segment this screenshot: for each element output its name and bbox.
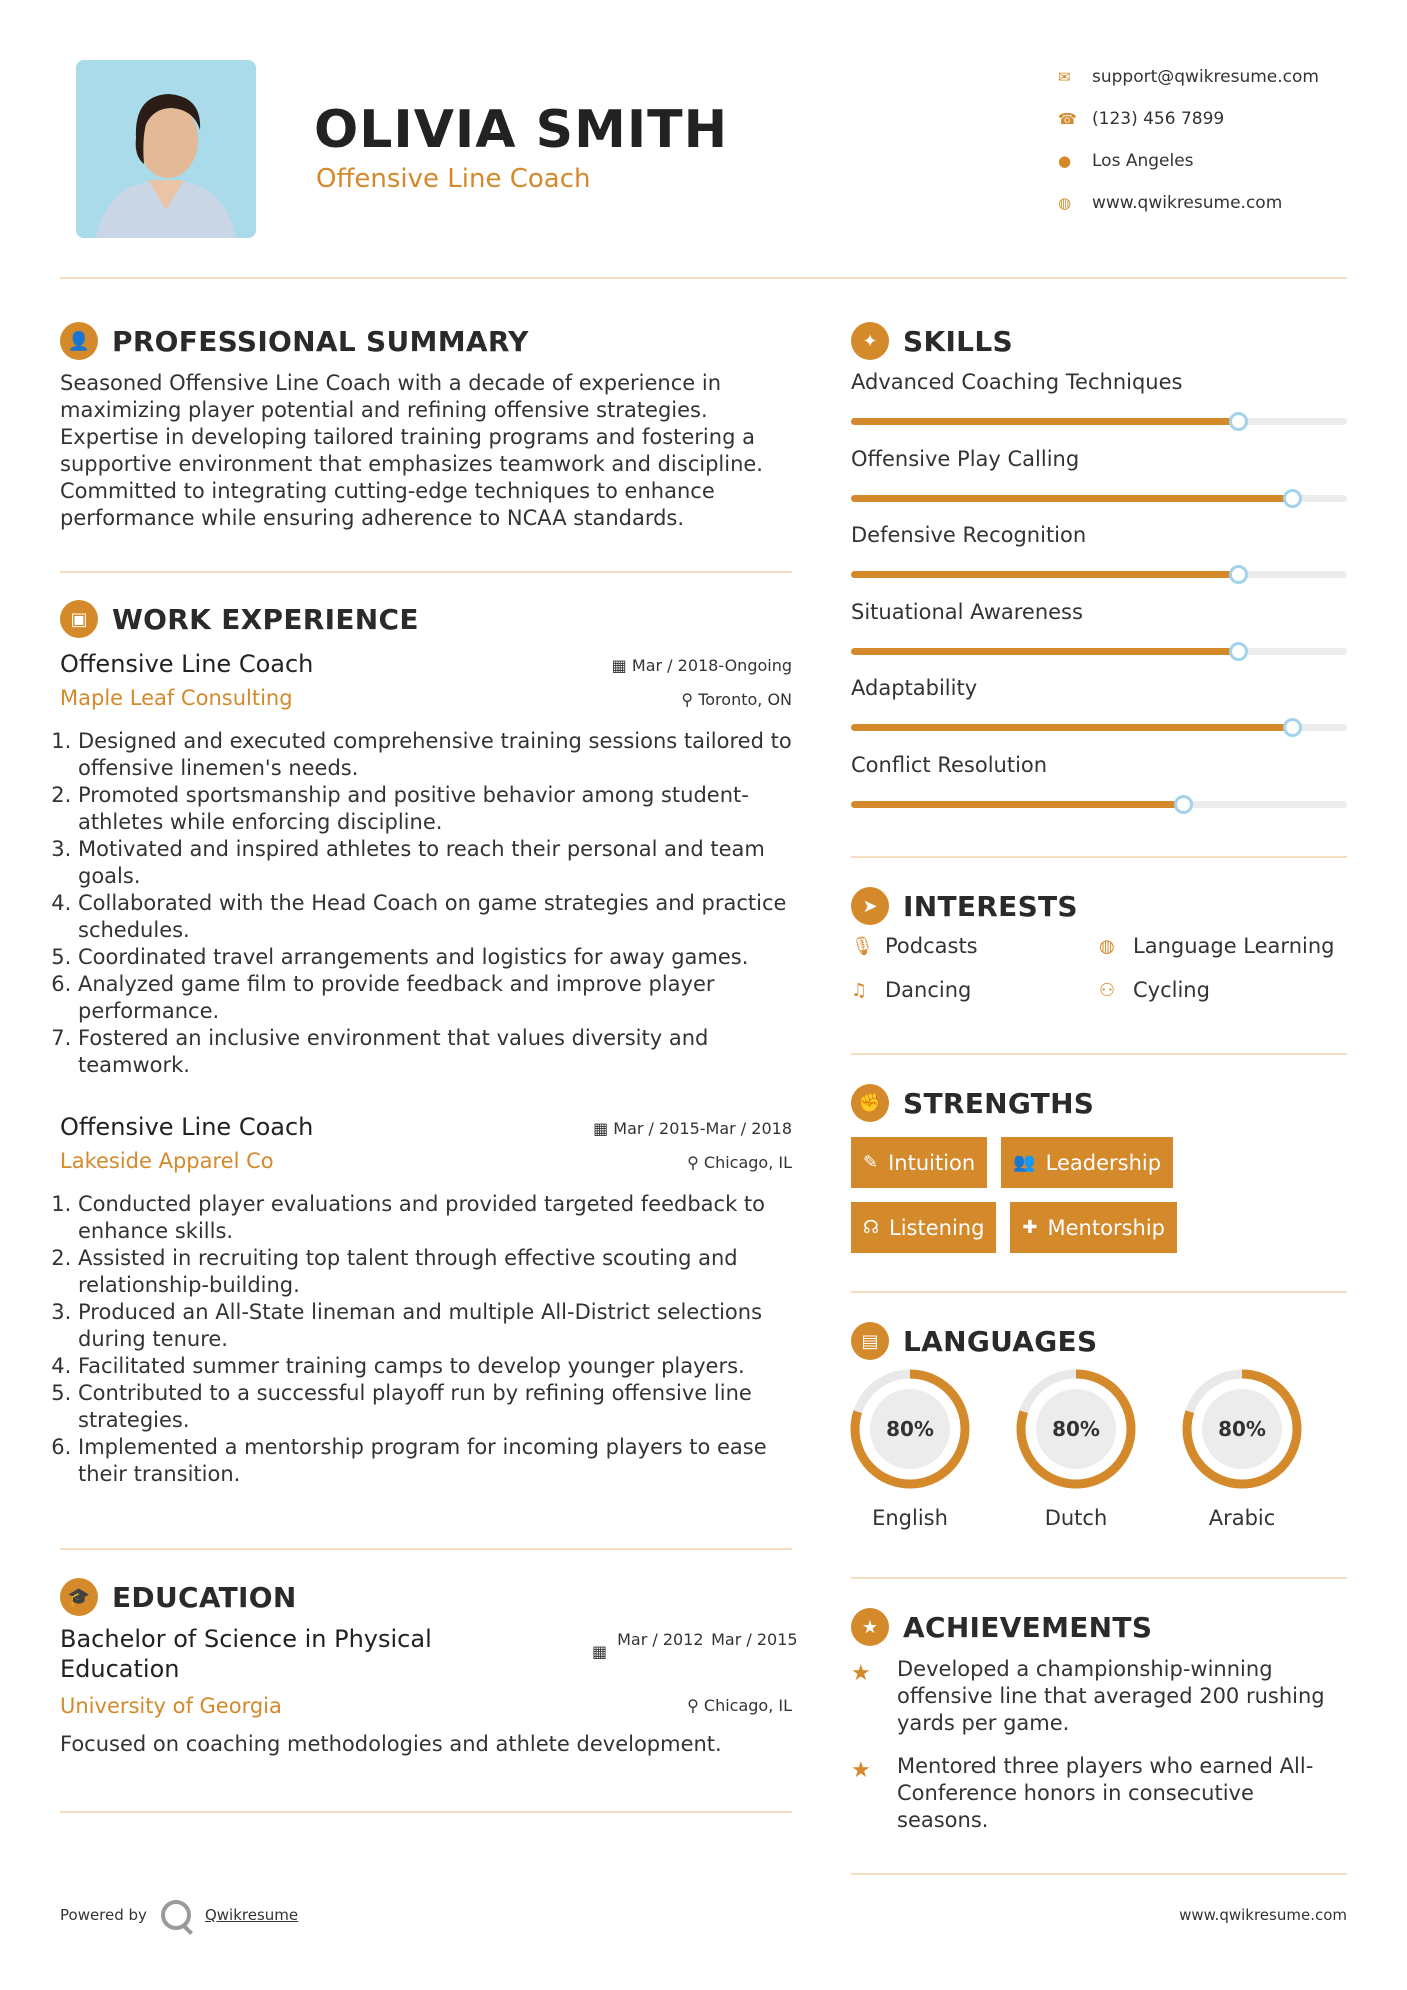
language-label: Dutch	[1044, 1506, 1108, 1530]
language-ring	[1015, 1368, 1137, 1490]
achievement-item	[851, 1753, 1347, 1834]
strength-badge	[1001, 1137, 1173, 1188]
education-dates	[592, 1628, 805, 1664]
education-entry	[60, 1624, 798, 1756]
star-icon: ★	[851, 1758, 871, 1783]
pin-icon: ⚲	[687, 1696, 699, 1715]
list-item: 3. Produced an All-State lineman and multiple All-District selections during tenure.	[78, 1299, 792, 1353]
achievements-heading-text: ACHIEVEMENTS	[903, 1610, 1153, 1644]
language-item	[1015, 1368, 1181, 1530]
contact-phone[interactable]	[1058, 98, 1388, 140]
skills-heading-text: SKILLS	[903, 324, 1013, 358]
skill-bar-fill	[851, 571, 1238, 578]
headphones-icon: ☊	[863, 1217, 879, 1238]
skill-bar-fill	[851, 495, 1292, 502]
microphone-icon: 🎙	[851, 935, 874, 957]
skill-item	[851, 447, 1347, 524]
skill-bar-fill	[851, 724, 1292, 731]
skill-item	[851, 600, 1347, 677]
list-item: 6. Implemented a mentorship program for incoming players to ease their transition.	[78, 1434, 792, 1488]
achievement-text: Mentored three players who earned All-Conference honors in consecutive seasons.	[897, 1754, 1314, 1832]
strengths-row	[851, 1202, 1347, 1253]
language-percent: 80%	[886, 1417, 934, 1441]
bicycle-icon: ⚇	[1099, 979, 1116, 1001]
interests-list	[851, 934, 1347, 1002]
language-percent: 80%	[1052, 1417, 1100, 1441]
contact-location-text: Los Angeles	[1092, 151, 1194, 171]
job-entry-2	[60, 1113, 792, 1488]
job-dates	[612, 656, 792, 675]
job-location	[681, 690, 792, 709]
interest-label: Dancing	[885, 978, 972, 1002]
candidate-name: OLIVIA SMITH	[314, 100, 729, 160]
education-end: Mar / 2015	[711, 1630, 798, 1649]
skill-item	[851, 523, 1347, 600]
interests-heading-text: INTERESTS	[903, 889, 1078, 923]
interest-item	[851, 934, 1099, 958]
user-plus-icon: ✚	[1022, 1217, 1038, 1238]
star-badge-icon: ★	[851, 1608, 889, 1646]
list-item: 5. Contributed to a successful playoff run by refining offensive line strategies.	[78, 1380, 792, 1434]
strength-badge	[851, 1137, 987, 1188]
language-ring	[1181, 1368, 1303, 1490]
strength-badge	[851, 1202, 996, 1253]
skill-bar-track	[851, 801, 1347, 808]
list-item: 7. Fostered an inclusive environment that values diversity and teamwork.	[78, 1025, 792, 1079]
interests-heading	[851, 887, 1078, 925]
calendar-icon: ▦	[592, 1642, 608, 1661]
achievement-item	[851, 1656, 1347, 1737]
pin-icon: ⚲	[687, 1153, 699, 1172]
interest-label: Cycling	[1133, 978, 1210, 1002]
skill-bar-fill	[851, 648, 1238, 655]
language-percent: 80%	[1218, 1417, 1266, 1441]
skill-label: Situational Awareness	[851, 599, 1083, 624]
language-label: Arabic	[1208, 1506, 1276, 1530]
contact-location	[1058, 140, 1388, 182]
lightbulb-icon: ✦	[851, 322, 889, 360]
job-title: Offensive Line Coach	[60, 650, 314, 678]
education-degree: Bachelor of Science in Physical Education	[60, 1625, 432, 1683]
achievements-list	[851, 1656, 1347, 1850]
skills-heading	[851, 322, 1013, 360]
language-item	[1181, 1368, 1347, 1530]
calendar-icon: ▦	[611, 656, 627, 675]
skill-bar-track	[851, 724, 1347, 731]
job-dates-text: Mar / 2015-Mar / 2018	[613, 1119, 792, 1138]
job-entry-1	[60, 650, 792, 1079]
briefcase-icon: ▣	[60, 600, 98, 638]
qwikresume-link[interactable]: Qwikresume	[204, 1906, 299, 1924]
qwikresume-logo-icon	[161, 1900, 191, 1930]
skill-bar-knob	[1283, 718, 1302, 737]
interest-item	[1099, 978, 1347, 1002]
summary-text: Seasoned Offensive Line Coach with a decade of experience in maximizing player potential and refining offensive strategies. Expertise in developing tailored training programs and fostering a supportive environment that emphasizes teamwork and discipline. Committed to integrating cutting-edge techniques to enhance performance while ensuring adherence to NCAA standards.	[60, 371, 763, 530]
achievements-heading	[851, 1608, 1152, 1646]
skill-bar-track	[851, 495, 1347, 502]
contact-website[interactable]	[1058, 182, 1388, 224]
work-divider	[60, 1548, 792, 1550]
list-item: 2. Promoted sportsmanship and positive behavior among student-athletes while enforcing discipline.	[78, 782, 792, 836]
education-divider	[60, 1811, 792, 1813]
skill-bar-knob	[1229, 642, 1248, 661]
list-item: 1. Conducted player evaluations and provided targeted feedback to enhance skills.	[78, 1191, 792, 1245]
skill-bar-knob	[1229, 565, 1248, 584]
job-location-text: Toronto, ON	[698, 690, 792, 709]
strength-label: Mentorship	[1047, 1215, 1165, 1240]
education-heading-text: EDUCATION	[112, 1580, 297, 1614]
skill-bar-knob	[1174, 795, 1193, 814]
list-item: 1. Designed and executed comprehensive training sessions tailored to offensive linemen's needs.	[78, 728, 792, 782]
job-dates	[593, 1119, 792, 1138]
summary-heading-text: PROFESSIONAL SUMMARY	[112, 324, 529, 358]
phone-icon: ☎	[1058, 110, 1077, 128]
footer-powered-by	[60, 1900, 298, 1930]
powered-by-text: Powered by	[60, 1906, 147, 1924]
fist-icon: ✊	[851, 1084, 889, 1122]
interest-label: Language Learning	[1133, 934, 1335, 958]
calendar-icon: ▦	[593, 1119, 609, 1138]
education-location-text: Chicago, IL	[703, 1696, 792, 1715]
interest-label: Podcasts	[885, 934, 978, 958]
magic-wand-icon: ✎	[863, 1152, 879, 1173]
job-company: Lakeside Apparel Co	[60, 1149, 274, 1173]
education-heading	[60, 1578, 297, 1616]
education-school: University of Georgia	[60, 1694, 282, 1718]
strengths-heading	[851, 1084, 1094, 1122]
pin-icon: ⚲	[681, 690, 694, 709]
users-icon: 👥	[1013, 1152, 1036, 1173]
strengths-heading-text: STRENGTHS	[903, 1086, 1095, 1120]
graduation-cap-icon: 🎓	[60, 1578, 98, 1616]
strength-label: Intuition	[888, 1150, 976, 1175]
education-description: Focused on coaching methodologies and athlete development.	[60, 1732, 722, 1756]
skill-bar-fill	[851, 801, 1183, 808]
music-note-icon: ♫	[851, 979, 868, 1001]
user-icon: 👤	[60, 322, 98, 360]
job-company: Maple Leaf Consulting	[60, 686, 293, 710]
skill-label: Defensive Recognition	[851, 523, 1087, 547]
language-ring	[849, 1368, 971, 1490]
language-item	[849, 1368, 1015, 1530]
skill-item	[851, 370, 1347, 447]
contact-email-text: support@qwikresume.com	[1092, 67, 1319, 87]
skill-bar-track	[851, 571, 1347, 578]
list-item: 4. Collaborated with the Head Coach on game strategies and practice schedules.	[78, 890, 792, 944]
profile-photo-image	[76, 60, 256, 238]
globe-icon: ◍	[1099, 935, 1115, 957]
globe-icon: ◍	[1058, 194, 1072, 212]
skill-bar-fill	[851, 418, 1238, 425]
skill-label: Adaptability	[851, 676, 978, 700]
map-pin-icon: ●	[1058, 152, 1072, 170]
job-title: Offensive Line Coach	[60, 1113, 314, 1141]
footer-website[interactable]: www.qwikresume.com	[1179, 1906, 1347, 1924]
skills-list	[851, 370, 1347, 829]
strength-badge	[1010, 1202, 1177, 1253]
contact-phone-text: (123) 456 7899	[1092, 109, 1225, 129]
skills-divider	[851, 856, 1347, 858]
summary-divider	[60, 571, 792, 573]
skill-bar-track	[851, 648, 1347, 655]
languages-heading	[851, 1322, 1097, 1360]
languages-heading-text: LANGUAGES	[903, 1324, 1098, 1358]
list-item: 4. Facilitated summer training camps to develop younger players.	[78, 1353, 792, 1380]
strengths-row	[851, 1137, 1347, 1188]
work-heading	[60, 600, 419, 638]
list-item: 5. Coordinated travel arrangements and logistics for away games.	[78, 944, 792, 971]
strength-label: Leadership	[1045, 1150, 1162, 1175]
header-divider	[60, 277, 1347, 279]
paper-plane-icon: ➤	[851, 887, 889, 925]
languages-list	[849, 1368, 1347, 1530]
job-dates-text: Mar / 2018-Ongoing	[631, 656, 792, 675]
achievement-text: Developed a championship-winning offensive line that averaged 200 rushing yards per game.	[897, 1657, 1325, 1735]
list-item: 6. Analyzed game film to provide feedback and improve player performance.	[78, 971, 792, 1025]
job-bullets	[60, 1191, 792, 1488]
profile-photo	[76, 60, 256, 238]
list-item: 2. Assisted in recruiting top talent through effective scouting and relationship-building.	[78, 1245, 792, 1299]
achievements-divider	[851, 1873, 1347, 1875]
job-bullets	[60, 728, 792, 1079]
education-location	[687, 1696, 792, 1715]
work-heading-text: WORK EXPERIENCE	[112, 602, 419, 636]
candidate-title: Offensive Line Coach	[316, 164, 591, 194]
skill-item	[851, 753, 1347, 830]
languages-divider	[851, 1577, 1347, 1579]
strengths-divider	[851, 1291, 1347, 1293]
language-label: English	[872, 1506, 948, 1530]
star-icon: ★	[851, 1661, 871, 1686]
interest-item	[851, 978, 1099, 1002]
skill-bar-track	[851, 418, 1347, 425]
contact-block	[1058, 56, 1388, 224]
summary-heading	[60, 322, 529, 360]
envelope-icon: ✉	[1058, 68, 1071, 86]
job-location-text: Chicago, IL	[703, 1153, 792, 1172]
skill-label: Conflict Resolution	[851, 752, 1048, 777]
skill-bar-knob	[1283, 489, 1302, 508]
list-item: 3. Motivated and inspired athletes to reach their personal and team goals.	[78, 836, 792, 890]
interests-divider	[851, 1053, 1347, 1055]
strength-label: Listening	[889, 1215, 985, 1240]
skill-item	[851, 676, 1347, 753]
job-location	[687, 1153, 792, 1172]
skill-label: Offensive Play Calling	[851, 446, 1080, 471]
strengths-list	[851, 1137, 1347, 1267]
education-start: Mar / 2012	[617, 1630, 704, 1649]
language-card-icon: ▤	[851, 1322, 889, 1360]
contact-email[interactable]	[1058, 56, 1388, 98]
skill-bar-knob	[1229, 412, 1248, 431]
contact-website-text: www.qwikresume.com	[1092, 193, 1283, 213]
skill-label: Advanced Coaching Techniques	[851, 370, 1183, 394]
interest-item	[1099, 934, 1347, 958]
